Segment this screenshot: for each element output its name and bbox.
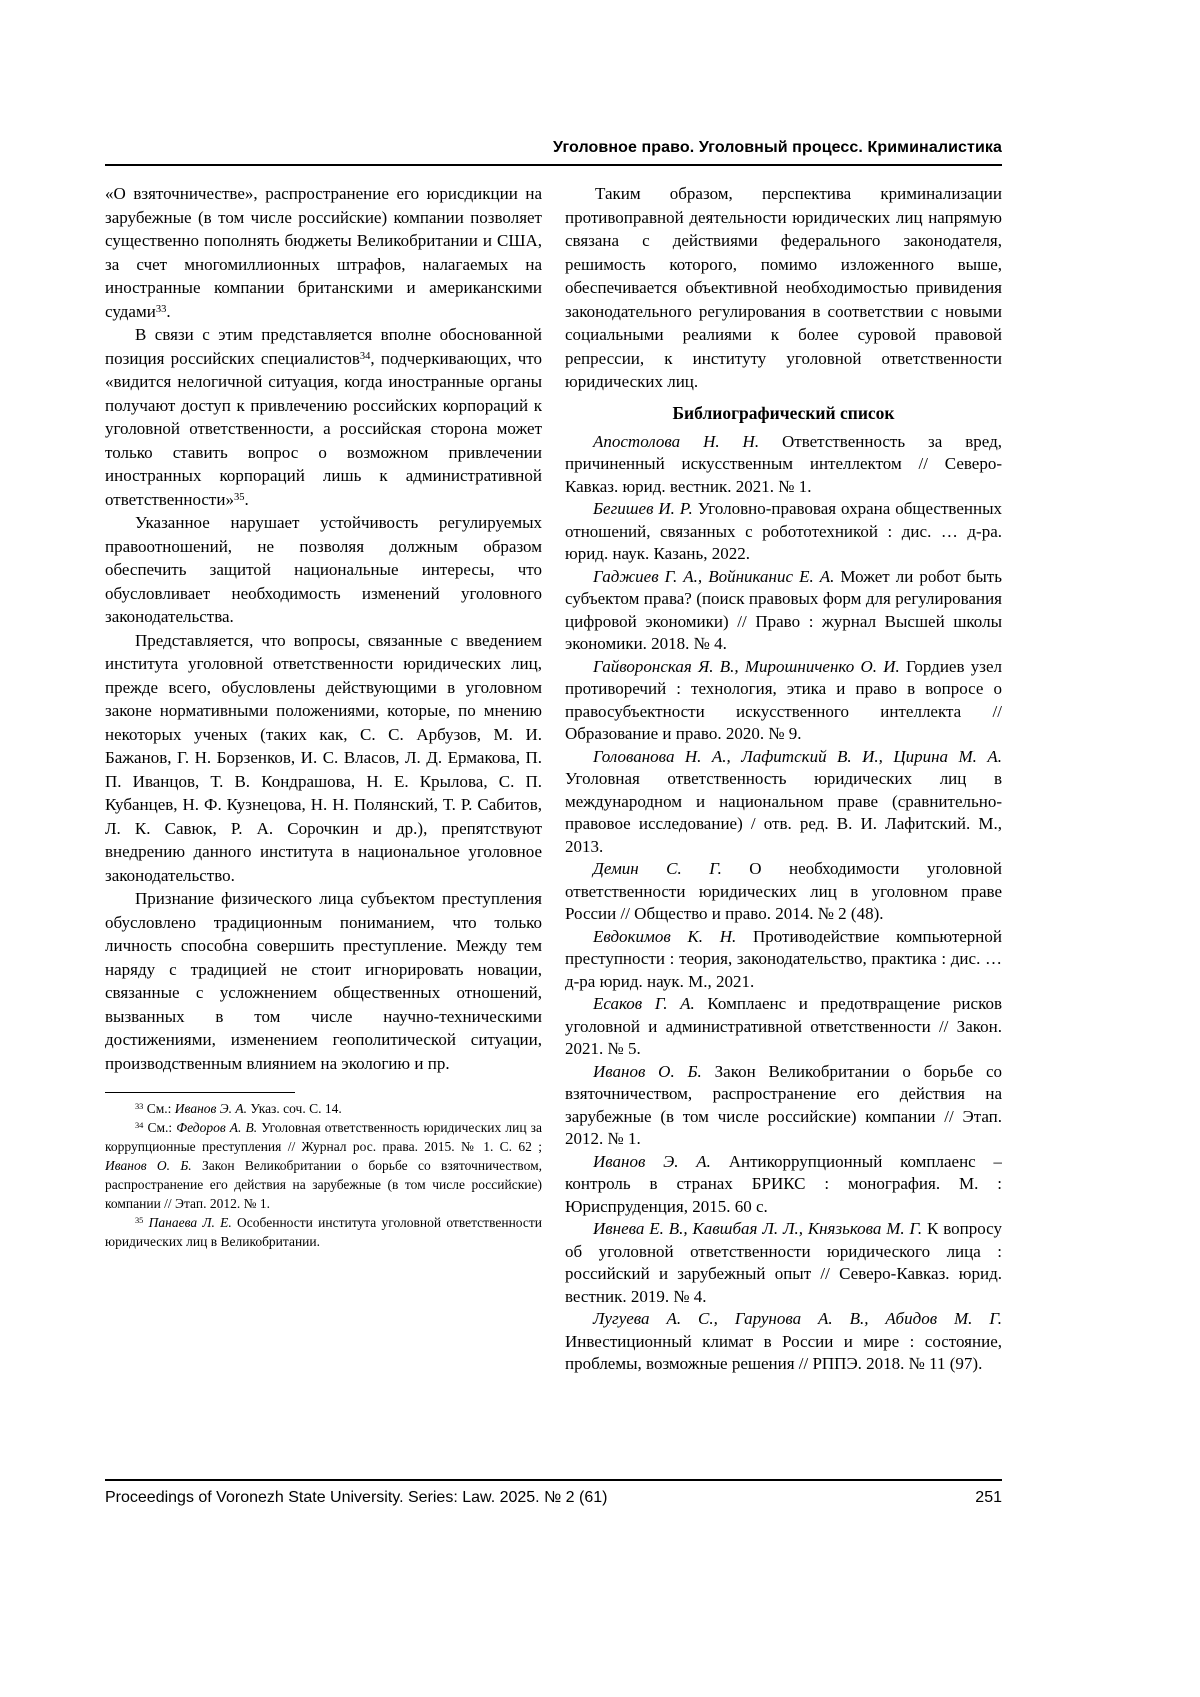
bibliography-entry: Гайворонская Я. В., Мирошниченко О. И. Гордиев узел противоречий : технология, этика и право в вопросе о правосубъектности искусственного интеллекта // Образование и право. 2020. № 9. [565, 656, 1002, 743]
bibliography-authors: Апостолова Н. Н. [593, 431, 760, 451]
bibliography-entry: Есаков Г. А. Комплаенс и предотвращение рисков уголовной и административной ответственности // Закон. 2021. № 5. [565, 994, 1002, 1058]
bibliography-authors: Есаков Г. А. [593, 994, 695, 1013]
paragraph: Признание физического лица субъектом преступления обусловлено традиционным пониманием, что только личность способна совершить преступление. Между тем наряду с традицией не стоит игнорировать новации, связанные с усложнением общественных отношений, вызванных в том числе научно-техническими достижениями, изменением геополитической ситуации, производственным влиянием на экологию и пр. [105, 889, 542, 1073]
bibliography-entry: Лугуева А. С., Гарунова А. В., Абидов М. Г. Инвестиционный климат в России и мире : состояние, проблемы, возможные решения // РППЭ. 2018. № 11 (97). [565, 1309, 1002, 1373]
italic-text: Панаева Л. Е. [148, 1215, 232, 1230]
italic-text: Иванов О. Б. [105, 1158, 192, 1173]
footer-rule [105, 1479, 1002, 1481]
bibliography-entry: Иванов О. Б. Закон Великобритании о борьбе со взяточничеством, распространение его действия на зарубежные (в том числе российские) компании // Этап. 2012. № 1. [565, 1061, 1002, 1148]
header-rule [105, 164, 1002, 166]
bibliography-authors: Голованова Н. А., Лафитский В. И., Цирина М. А. [593, 746, 1002, 766]
bibliography-authors: Демин С. Г. [593, 859, 722, 878]
paragraph: Представляется, что вопросы, связанные с введением института уголовной ответственности юридических лиц, прежде всего, обусловлены действующими в уголовном законе нормативными положениями, которые, по мнению некоторых ученых (таких как, С. С. Арбузов, М. И. Бажанов, Г. Н. Борзенков, И. С. Власов, Л. Д. Ермакова, П. П. Иванцов, Т. В. Кондрашова, Н. Е. Крылова, С. П. Кубанцев, Н. Ф. Кузнецова, Н. Н. Полянский, Т. Р. Сабитов, Л. К. Савюк, Р. А. Сорочкин и др.), препятствуют внедрению данного института в национальное уголовное законодательство. [105, 630, 542, 885]
bibliography-entry: Бегишев И. Р. Уголовно-правовая охрана общественных отношений, связанных с робототехникой : дис. … д-ра. юрид. наук. Казань, 2022. [565, 499, 1002, 563]
footnote: $^{35}$ Панаева Л. Е. Особенности института уголовной ответственности юридических лиц в Великобритании. [105, 1215, 543, 1249]
paragraph: Таким образом, перспектива криминализации противоправной деятельности юридических лиц напрямую связана с действиями федерального законодателя, решимость которого, помимо изложенного выше, обеспечивается объективной необходимостью привидения законодательного регулирования в соответствии с новыми социальными реалиями к более суровой правовой репрессии, к институту уголовной ответственности юридических лиц. [565, 184, 1002, 391]
page-footer [105, 1479, 1002, 1508]
bibliography-authors: Ивнева Е. В., Кавшбая Л. Л., Князькова М. Г. [593, 1219, 923, 1238]
footer-page-number: 251 [975, 1489, 1002, 1506]
right-column-paragraphs [565, 182, 1002, 394]
page-header [105, 138, 1002, 166]
bibliography-entry: Евдокимов К. Н. Противодействие компьютерной преступности : теория, законодательство, практика : дис. … д-ра юрид. наук. М., 2021. [565, 926, 1002, 991]
footnote-ref: 35 [135, 1216, 144, 1226]
paragraph: В связи с этим представляется вполне обоснованной позиция российских специалистов$^{34}$, подчеркивающих, что «видится нелогичной ситуация, когда иностранные органы получают доступ к привлечению российских корпораций к уголовной ответственности, а российская сторона может только ставить вопрос о возможном привлечении иностранных корпораций лишь к административной ответственности»$^{35}$. [105, 325, 542, 509]
italic-text: Федоров А. В. [176, 1120, 258, 1135]
bibliography-heading: Библиографический список [672, 402, 895, 423]
bibliography-entry: Гаджиев Г. А., Войниканис Е. А. Может ли робот быть субъектом права? (поиск правовых форм для регулирования цифровой экономики) // Право : журнал Высшей школы экономики. 2018. № 4. [565, 566, 1002, 653]
footnote: $^{33}$ См.: Иванов Э. А. Указ. соч. С. 14. [135, 1101, 342, 1116]
footnote-ref: 35 [233, 491, 245, 503]
left-column-paragraphs [105, 182, 542, 1075]
bibliography-authors: Бегишев И. Р. [593, 499, 693, 518]
footer-row [105, 1488, 1002, 1508]
right-column [565, 182, 1002, 1478]
bibliography-list [565, 431, 1002, 1376]
paragraph: Указанное нарушает устойчивость регулируемых правоотношений, не позволяя должным образом обеспечить защитой национальные интересы, что обусловливает необходимость изменений уголовного законодательства. [105, 513, 542, 626]
bibliography-authors: Иванов О. Б. [593, 1061, 702, 1081]
left-column [105, 182, 542, 1478]
bibliography-authors: Гаджиев Г. А., Войниканис Е. А. [593, 566, 835, 586]
bibliography-authors: Лугуева А. С., Гарунова А. В., Абидов М. Г. [593, 1309, 1002, 1328]
bibliography-entry: Иванов Э. А. Антикоррупционный комплаенс – контроль в странах БРИКС : монография. М. : Юриспруденция, 2015. 60 с. [565, 1151, 1002, 1216]
bibliography-authors: Гайворонская Я. В., Мирошниченко О. И. [593, 656, 900, 676]
footer-journal-info: Proceedings of Voronezh State University. Series: Law. 2025. № 2 (61) [105, 1489, 608, 1506]
footnote-ref: 33 [155, 303, 167, 315]
footnotes-block [105, 1099, 542, 1251]
running-head: Уголовное право. Уголовный процесс. Криминалистика [553, 139, 1002, 156]
bibliography-authors: Евдокимов К. Н. [593, 926, 737, 946]
bibliography-entry: Апостолова Н. Н. Ответственность за вред, причиненный искусственным интеллектом // Северо-Кавказ. юрид. вестник. 2021. № 1. [565, 431, 1002, 496]
paragraph: «О взяточничестве», распространение его юрисдикции на зарубежные (в том числе российские) компании позволяет существенно пополнять бюджеты Великобритании и США, за счет многомиллионных штрафов, налагаемых на иностранные компании британскими и американскими судами$^{33}$. [105, 184, 542, 321]
two-column-body [105, 182, 1002, 1478]
italic-text: Иванов Э. А. [174, 1101, 247, 1116]
bibliography-entry: Голованова Н. А., Лафитский В. И., Цирина М. А. Уголовная ответственность юридических лиц в международном и национальном праве (сравнительно-правовое исследование) / отв. ред. В. И. Лафитский. М., 2013. [565, 746, 1002, 856]
bibliography-entry: Ивнева Е. В., Кавшбая Л. Л., Князькова М. Г. К вопросу об уголовной ответственности юридического лица : российский и зарубежный опыт // Северо-Кавказ. юрид. вестник. 2019. № 4. [565, 1219, 1002, 1306]
footnote-ref: 34 [359, 350, 371, 362]
footnote-ref: 34 [135, 1121, 144, 1131]
footnote-separator [105, 1092, 295, 1093]
footnote: $^{34}$ См.: Федоров А. В. Уголовная ответственность юридических лиц за коррупционные преступления // Журнал рос. права. 2015. № 1. С. 62 ; Иванов О. Б. Закон Великобритании о борьбе со взяточничеством, распространение его действия на зарубежные (в том числе российские) компании // Этап. 2012. № 1. [105, 1120, 542, 1211]
footnote-ref: 33 [135, 1102, 144, 1112]
bibliography-authors: Иванов Э. А. [593, 1151, 711, 1171]
bibliography-entry: Демин С. Г. О необходимости уголовной ответственности юридических лиц в уголовном праве России // Общество и право. 2014. № 2 (48). [565, 859, 1002, 923]
